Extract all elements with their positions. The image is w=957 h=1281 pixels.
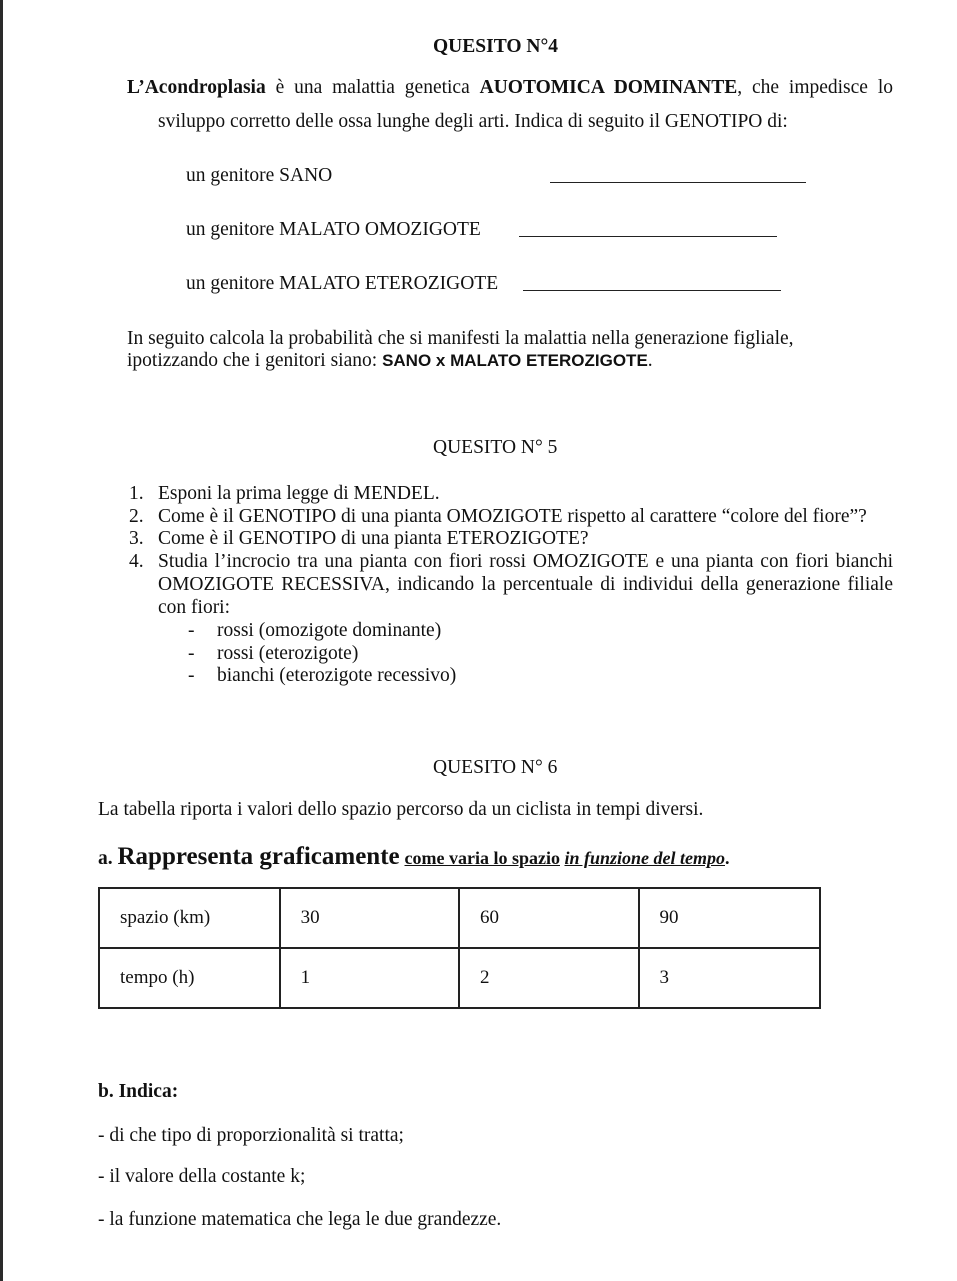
q4-intro-emph: AUOTOMICA DOMINANTE: [479, 77, 738, 98]
q5-item-3-text: Come è il GENOTIPO di una pianta ETEROZIGOTE?: [158, 528, 589, 549]
data-table: [98, 887, 821, 1009]
q6-part-a-italic: in funzione del tempo: [564, 848, 725, 868]
table-cell-label: tempo (h): [99, 948, 280, 1008]
q5-item-4-line2: OMOZIGOTE RECESSIVA, indicando la percentuale di individui della generazione filiale: [158, 574, 893, 595]
q4-intro-text-b: , che impedisce lo: [737, 77, 893, 98]
q5-item-1-number: 1.: [129, 483, 144, 504]
q4-genotype-item-sano: un genitore SANO: [186, 165, 333, 186]
table-row-spazio: [99, 888, 820, 948]
q5-sub-item-3: bianchi (eterozigote recessivo): [217, 665, 457, 686]
answer-blank-sano[interactable]: [550, 182, 806, 183]
q6-title: QUESITO N° 6: [433, 757, 558, 778]
answer-blank-omozigote[interactable]: [519, 236, 777, 237]
q5-sub-dash-1: -: [188, 620, 195, 641]
table-cell: 1: [280, 948, 459, 1008]
table-cell: 90: [639, 888, 820, 948]
table-cell: 60: [459, 888, 638, 948]
q6-part-a-end: .: [725, 848, 730, 868]
q4-title: QUESITO N°4: [433, 36, 559, 57]
q4-probability-text: ipotizzando che i genitori siano:: [127, 350, 383, 371]
q5-sub-dash-2: -: [188, 643, 195, 664]
q6-part-b-item-2: - il valore della costante k;: [98, 1166, 306, 1187]
answer-blank-eterozigote[interactable]: [523, 290, 781, 291]
q6-part-a: [98, 843, 730, 873]
q5-item-4-line3: con fiori:: [158, 597, 231, 618]
q5-item-2-text: Come è il GENOTIPO di una pianta OMOZIGOTE rispetto al carattere “colore del fiore”?: [158, 506, 867, 527]
table-cell: 3: [639, 948, 820, 1008]
q6-part-a-underlined: come varia lo spazio: [404, 848, 560, 868]
table-row-tempo: [99, 948, 820, 1008]
table-cell: 30: [280, 888, 459, 948]
q4-probability-line2: [127, 349, 653, 372]
q4-intro-line2: sviluppo corretto delle ossa lunghe degli arti. Indica di seguito il GENOTIPO di:: [158, 111, 788, 132]
table-cell-label: spazio (km): [99, 888, 280, 948]
q5-item-1-text: Esponi la prima legge di MENDEL.: [158, 483, 440, 504]
q4-intro-line1: [127, 76, 893, 99]
q4-probability-line1: In seguito calcola la probabilità che si manifesti la malattia nella generazione figliale,: [127, 328, 794, 349]
q6-intro: La tabella riporta i valori dello spazio percorso da un ciclista in tempi diversi.: [98, 799, 704, 820]
table-cell: 2: [459, 948, 638, 1008]
q6-part-a-label: a.: [98, 848, 118, 869]
q4-genotype-item-omozigote: un genitore MALATO OMOZIGOTE: [186, 219, 481, 240]
q5-item-2-number: 2.: [129, 506, 144, 527]
q5-sub-item-2: rossi (eterozigote): [217, 643, 359, 664]
q4-probability-end: .: [647, 350, 653, 371]
q5-sub-dash-3: -: [188, 665, 195, 686]
q5-item-4-line1: Studia l’incrocio tra una pianta con fiori rossi OMOZIGOTE e una pianta con fiori bianchi: [158, 551, 893, 572]
q6-part-b-label: b. Indica:: [98, 1081, 179, 1102]
q5-title: QUESITO N° 5: [433, 437, 558, 458]
q6-part-a-bold: Rappresenta graficamente: [117, 843, 400, 870]
q6-part-b-item-1: - di che tipo di proporzionalità si tratta;: [98, 1125, 404, 1146]
q5-item-4-number: 4.: [129, 551, 144, 572]
q5-item-3-number: 3.: [129, 528, 144, 549]
q4-intro-term: L’Acondroplasia: [127, 77, 266, 98]
q4-probability-cross: SANO x MALATO ETEROZIGOTE: [382, 351, 648, 370]
q5-sub-item-1: rossi (omozigote dominante): [217, 620, 442, 641]
q4-intro-text-a: è una malattia genetica: [265, 77, 480, 98]
q4-genotype-item-eterozigote: un genitore MALATO ETEROZIGOTE: [186, 273, 499, 294]
q6-part-b-item-3: - la funzione matematica che lega le due grandezze.: [98, 1209, 502, 1230]
